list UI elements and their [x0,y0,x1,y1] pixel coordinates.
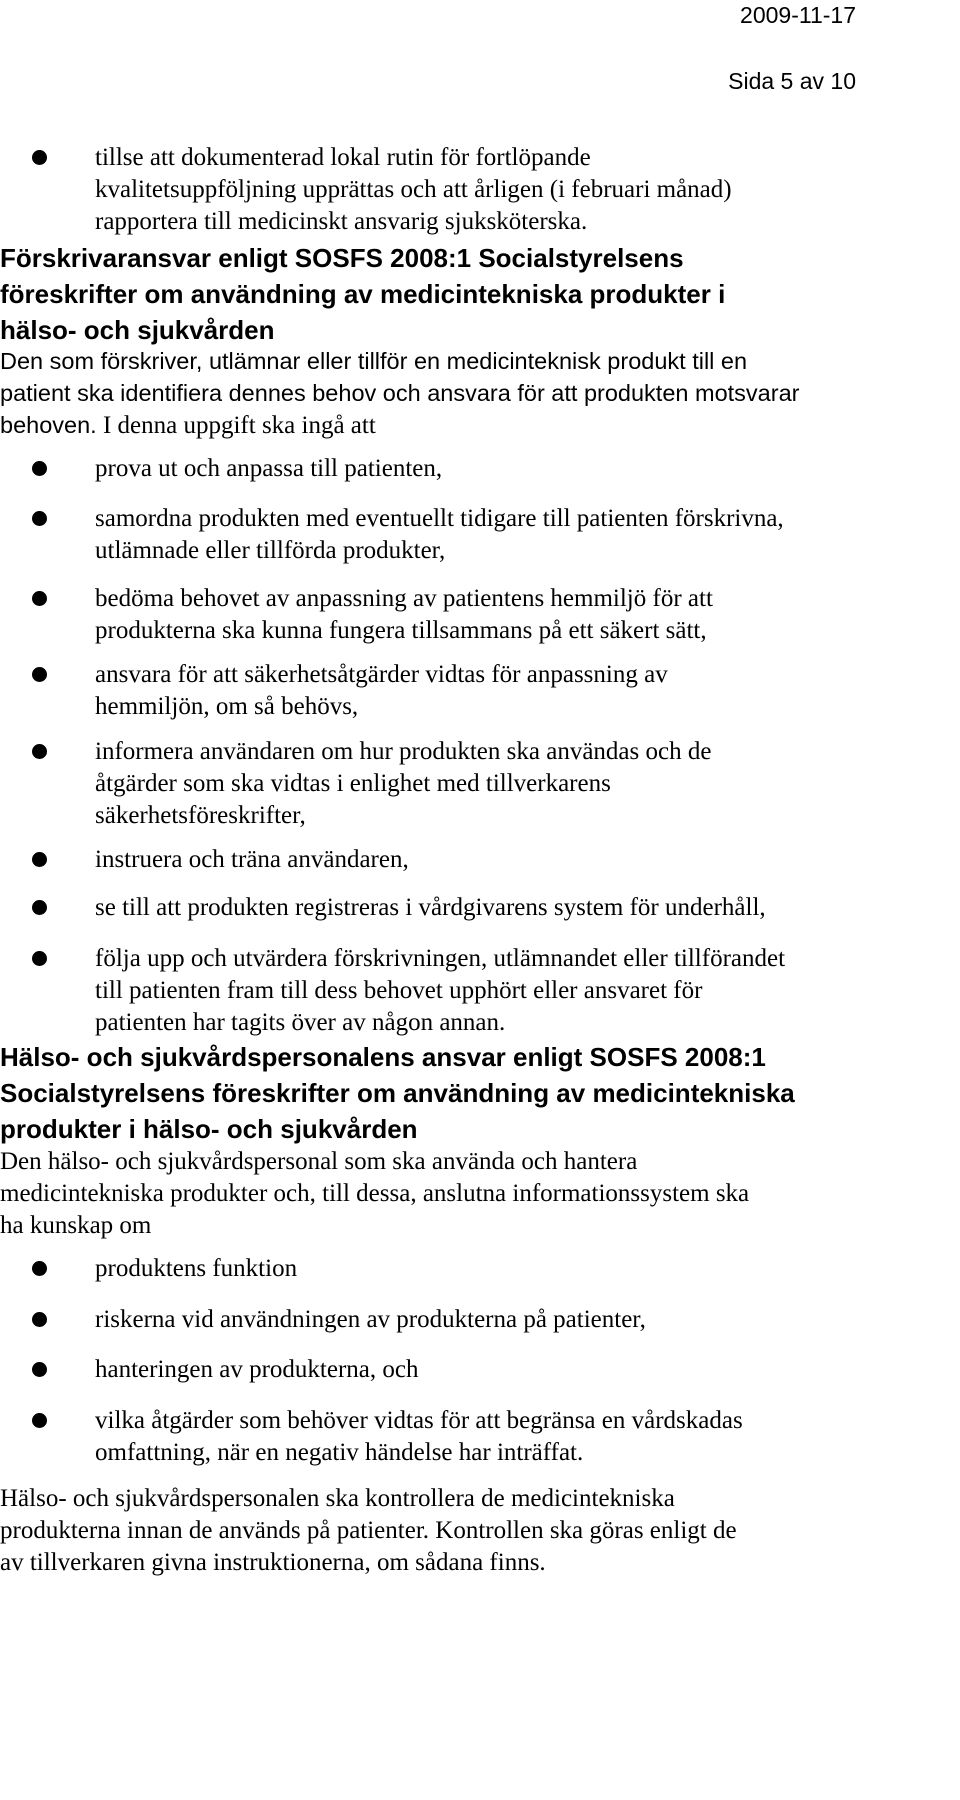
bullet-icon [32,511,47,526]
list-item-line: vilka åtgärder som behöver vidtas för att begränsa en vårdskadas [95,1407,743,1434]
list-item-line: följa upp och utvärdera förskrivningen, utlämnandet eller tillförandet [95,945,786,972]
paragraph-line: Den som förskriver, utlämnar eller tillför en medicinteknisk produkt till en [0,348,748,374]
list-item [32,659,952,723]
list-item [32,1405,952,1469]
list-item-line: produktens funktion [95,1255,298,1282]
list-item-line: prova ut och anpassa till patienten, [95,455,443,482]
list-item-line: riskerna vid användningen av produkterna på patienter, [95,1306,646,1333]
paragraph-line: patient ska identifiera dennes behov och ansvara för att produkten motsvarar [0,380,800,406]
list-item [32,453,952,485]
bullet-icon [32,852,47,867]
list-item-line: utlämnade eller tillförda produkter, [95,537,446,564]
bullet-icon [32,461,47,476]
list-item-line: bedöma behovet av anpassning av patientens hemmiljö för att [95,585,713,612]
bullet-icon [32,667,47,682]
list-item-line: tillse att dokumenterad lokal rutin för fortlöpande [95,144,591,171]
bullet-icon [32,150,47,165]
list-item [32,1354,952,1386]
section-intro [0,345,960,442]
list-item-line: till patienten fram till dess behovet upphört eller ansvaret för [95,977,703,1004]
heading-line: hälso- och sjukvården [0,315,275,345]
list-item-line: samordna produkten med eventuellt tidigare till patienten förskrivna, [95,505,784,532]
page-date: 2009-11-17 [740,2,856,28]
list-item-line: säkerhetsföreskrifter, [95,802,306,829]
list-item-line: hemmiljön, om så behövs, [95,693,359,720]
list-item-line: kvalitetsuppföljning upprättas och att årligen (i februari månad) [95,176,732,203]
list-item-line: hanteringen av produkterna, och [95,1356,419,1383]
paragraph-line: produkterna innan de används på patienter. Kontrollen ska göras enligt de [0,1517,737,1544]
bullet-icon [32,1413,47,1428]
list-item-line: åtgärder som ska vidtas i enlighet med tillverkarens [95,770,611,797]
bullet-icon [32,591,47,606]
paragraph-line-end: I denna uppgift ska ingå att [96,412,376,439]
list-item [32,1304,952,1336]
paragraph-line: Hälso- och sjukvårdspersonalen ska kontrollera de medicintekniska [0,1485,675,1512]
list-item [32,142,952,238]
list-item-line: rapportera till medicinskt ansvarig sjuksköterska. [95,208,588,235]
heading-line: Förskrivaransvar enligt SOSFS 2008:1 Socialstyrelsens [0,243,684,273]
bullet-icon [32,744,47,759]
paragraph-line: av tillverkaren givna instruktionerna, om sådana finns. [0,1549,546,1576]
list-item-line: informera användaren om hur produkten ska användas och de [95,738,712,765]
section-heading [0,1039,960,1147]
list-item-line: patienten har tagits över av någon annan. [95,1009,506,1036]
list-item [32,1253,952,1285]
bullet-icon [32,1312,47,1327]
heading-line: Hälso- och sjukvårdspersonalens ansvar enligt SOSFS 2008:1 [0,1042,766,1072]
paragraph-line: Den hälso- och sjukvårdspersonal som ska använda och hantera [0,1148,638,1175]
list-item [32,943,952,1039]
list-item [32,892,952,924]
closing-paragraph [0,1483,960,1579]
page-number: Sida 5 av 10 [728,68,856,94]
heading-line: Socialstyrelsens föreskrifter om användning av medicintekniska [0,1078,795,1108]
paragraph-line: ha kunskap om [0,1212,152,1239]
heading-line: produkter i hälso- och sjukvården [0,1114,418,1144]
list-item-line: se till att produkten registreras i vårdgivarens system för underhåll, [95,894,766,921]
list-item [32,503,952,567]
bullet-icon [32,1261,47,1276]
list-item-line: omfattning, när en negativ händelse har inträffat. [95,1439,584,1466]
bullet-icon [32,951,47,966]
list-item-line: instruera och träna användaren, [95,846,409,873]
list-item [32,844,952,876]
section-heading [0,240,960,348]
paragraph-line-start: behoven. [0,412,97,438]
paragraph-line: medicintekniska produkter och, till dessa, anslutna informationssystem ska [0,1180,750,1207]
list-item-line: produkterna ska kunna fungera tillsammans på ett säkert sätt, [95,617,707,644]
list-item-line: ansvara för att säkerhetsåtgärder vidtas för anpassning av [95,661,668,688]
bullet-icon [32,1362,47,1377]
list-item [32,736,952,832]
bullet-icon [32,900,47,915]
heading-line: föreskrifter om användning av medicintekniska produkter i [0,279,726,309]
section-intro [0,1146,960,1242]
list-item [32,583,952,647]
